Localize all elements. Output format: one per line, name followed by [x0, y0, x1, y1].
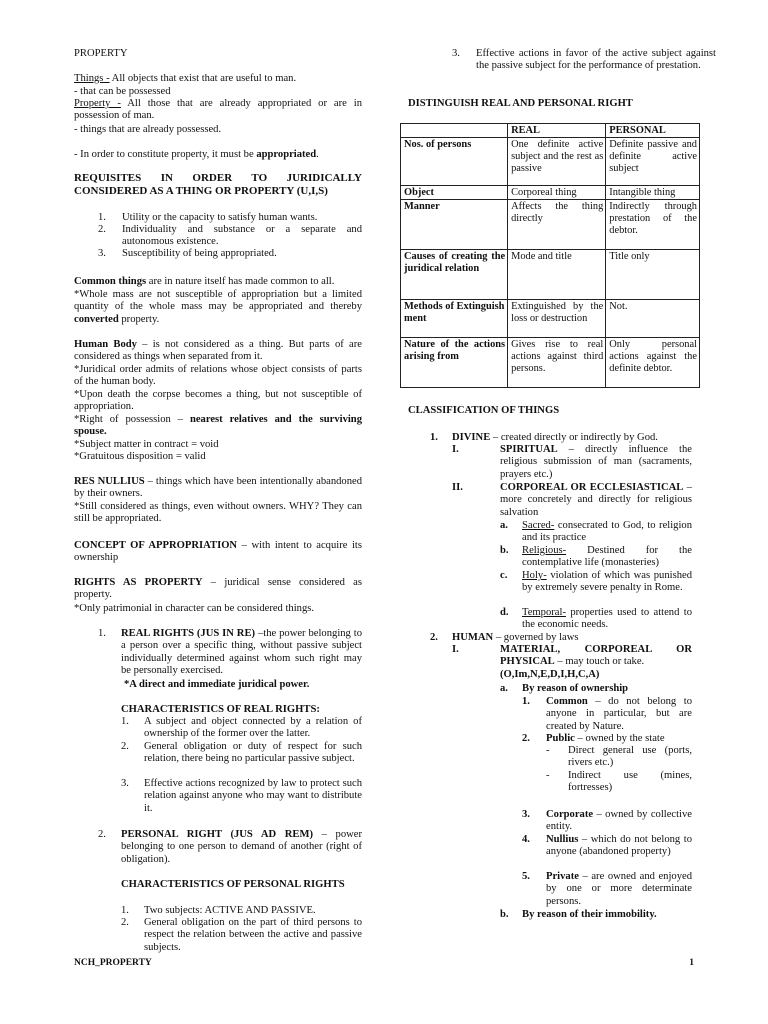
table-header-cell	[401, 124, 508, 138]
table-cell: Methods of Extinguishment	[401, 300, 508, 338]
footer-doc-name: NCH_PROPERTY	[74, 958, 152, 968]
real-rights-item: 1. REAL RIGHTS (JUS IN RE) –the power belonging to a person over a specific thing, without passive subject individually determined against whom such right may be personally exercised.	[98, 628, 362, 677]
distinguish-heading: DISTINGUISH REAL AND PERSONAL RIGHT	[408, 98, 633, 109]
list-item: 5. Private – are owned and enjoyed by one or more determinate persons.	[522, 871, 692, 907]
res-nullius: RES NULLIUS – things which have been intentionally abandoned by their owners.	[74, 476, 362, 500]
list-item: b. Religious- Destined for the contemplative life (monasteries)	[500, 545, 692, 569]
list-item: 2. General obligation on the part of third persons to respect the relation between the active and passive subjects.	[121, 917, 362, 953]
requisites-list	[74, 212, 362, 260]
table-row	[401, 138, 700, 186]
comparison-table	[400, 123, 700, 388]
table-cell: Not.	[606, 300, 700, 338]
table-cell: Affects the thing directly	[508, 200, 606, 250]
ecclesiastical-list	[500, 520, 692, 632]
characteristics-real-heading: CHARACTERISTICS OF REAL RIGHTS:	[121, 704, 320, 715]
page-footer	[74, 957, 694, 969]
things-sub: - that can be possessed	[74, 86, 171, 97]
upon-death-note: *Upon death the corpse becomes a thing, but not susceptible of appropriation.	[74, 389, 362, 413]
table-cell: Nos. of persons	[401, 138, 508, 186]
table-cell: Title only	[606, 250, 700, 300]
table-cell: Intangible thing	[606, 186, 700, 200]
table-cell: Mode and title	[508, 250, 606, 300]
property-sub: - things that are already possessed.	[74, 124, 222, 135]
divine-item: 1. DIVINE – created directly or indirectly by God.	[430, 432, 658, 443]
requisites-heading: REQUISITES IN ORDER TO JURIDICALLY CONSIDERED AS A THING OR PROPERTY (U,I,S)	[74, 172, 362, 197]
table-cell: Indirectly through prestation of the debtor.	[606, 200, 700, 250]
spiritual-item: I. SPIRITUAL – directly influence the religious submission of man (sacraments, prayers etc.)	[452, 444, 692, 480]
concept-of-appropriation: CONCEPT OF APPROPRIATION – with intent to acquire its ownership	[74, 540, 362, 564]
list-item: 2. General obligation or duty of respect for such relation, there being no particular passive subject.	[121, 741, 362, 765]
table-cell: Manner	[401, 200, 508, 250]
list-item: 4. Nullius – which do not belong to anyone (abandoned property)	[522, 834, 692, 858]
list-item: - Indirect use (mines, fortresses)	[546, 770, 692, 794]
human-body: Human Body – is not considered as a thing. But parts of are considered as things when separated from it.	[74, 339, 362, 363]
table-cell: Object	[401, 186, 508, 200]
list-item: 3. Corporate – owned by collective entity.	[522, 809, 692, 833]
table-row	[401, 250, 700, 300]
still-considered-note: *Still considered as things, even without owners. WHY? They can still be appropriated.	[74, 501, 362, 525]
material-item: I. MATERIAL, CORPOREAL OR PHYSICAL – may touch or take. (O,Im,N,E,D,I,H,C,A)	[452, 644, 692, 680]
page-title: PROPERTY	[74, 48, 128, 59]
right-of-possession: *Right of possession – nearest relatives and the surviving spouse.	[74, 414, 362, 438]
direct-power-note: *A direct and immediate juridical power.	[124, 679, 310, 690]
table-cell: Nature of the actions arising from	[401, 338, 508, 388]
table-row	[401, 200, 700, 250]
things-definition: Things - All objects that exist that are useful to man.	[74, 73, 297, 84]
ownership-subheading: a. By reason of ownership	[500, 683, 629, 694]
list-item: d. Temporal- properties used to attend to the economic needs.	[500, 607, 692, 631]
ownership-list	[522, 696, 692, 794]
table-row	[401, 186, 700, 200]
table-row	[401, 300, 700, 338]
table-cell: One definite active subject and the rest as passive	[508, 138, 606, 186]
list-item: 1. Two subjects: ACTIVE AND PASSIVE.	[121, 905, 316, 916]
corporeal-ecclesiastical-item: II. CORPOREAL OR ECCLESIASTICAL – more concretely and directly for religious salvation	[452, 482, 692, 518]
list-item: c. Holy- violation of which was punished by extremely severe penalty in Rome.	[500, 570, 692, 594]
table-cell: Definite passive and definite active subject	[606, 138, 700, 186]
characteristics-personal-heading: CHARACTERISTICS OF PERSONAL RIGHTS	[121, 879, 345, 890]
table-cell: Gives rise to real actions against third persons.	[508, 338, 606, 388]
table-header-row	[401, 124, 700, 138]
characteristics-real-list	[121, 716, 362, 815]
list-item: a. Sacred- consecrated to God, to religion and its practice	[500, 520, 692, 544]
list-item: 1. A subject and object connected by a relation of ownership of the former over the latter.	[121, 716, 362, 740]
list-item: - Direct general use (ports, rivers etc.)	[546, 745, 692, 769]
appropriated-note: - In order to constitute property, it must be appropriated.	[74, 149, 319, 160]
public-sublist	[522, 745, 692, 794]
list-item: 1. Utility or the capacity to satisfy human wants.	[98, 212, 318, 223]
juridical-order-note: *Juridical order admits of relations whose object consists of parts of the human body.	[74, 364, 362, 388]
list-item: 2. Public – owned by the state	[522, 733, 665, 744]
subject-matter-note: *Subject matter in contract = void	[74, 439, 219, 450]
characteristics-personal-list	[121, 905, 362, 954]
table-row	[401, 338, 700, 388]
gratuitous-note: *Gratuitous disposition = valid	[74, 451, 206, 462]
page-number: 1	[689, 958, 694, 968]
table-cell: Extinguished by the loss or destruction	[508, 300, 606, 338]
list-item: 3. Effective actions recognized by law to protect such relation against anyone who may want to distribute it.	[121, 778, 362, 814]
list-item: 3. Susceptibility of being appropriated.	[98, 248, 277, 259]
list-item: 1. Common – do not belong to anyone in particular, but are created by Nature.	[522, 696, 692, 732]
table-cell: Corporeal thing	[508, 186, 606, 200]
human-item: 2. HUMAN – governed by laws	[430, 632, 579, 643]
classification-heading: CLASSIFICATION OF THINGS	[408, 405, 560, 416]
ownership-list-continued	[522, 809, 692, 908]
immobility-subheading: b. By reason of their immobility.	[500, 909, 657, 920]
common-things: Common things are in nature itself has made common to all.	[74, 276, 335, 287]
personal-right-item: 2. PERSONAL RIGHT (JUS AD REM) – power belonging to one person to demand of another (right of obligation).	[98, 829, 362, 865]
property-definition: Property - All those that are already appropriated or are in possession of man.	[74, 98, 362, 122]
personal-characteristic-3: 3. Effective actions in favor of the active subject against the passive subject for the performance of prestation.	[452, 48, 716, 72]
table-cell: Causes of creating the juridical relation	[401, 250, 508, 300]
list-item: 2. Individuality and substance or a separate and autonomous existence.	[98, 224, 362, 248]
table-header-cell: REAL	[508, 124, 606, 138]
rights-as-property: RIGHTS AS PROPERTY – juridical sense considered as property.	[74, 577, 363, 601]
only-patrimonial-note: *Only patrimonial in character can be considered things.	[74, 603, 315, 614]
table-cell: Only personal actions against the definite debtor.	[606, 338, 700, 388]
whole-mass-note: *Whole mass are not susceptible of appropriation but a limited quantity of the whole mass may be appropriated and thereby converted property.	[74, 289, 362, 325]
table-header-cell: PERSONAL	[606, 124, 700, 138]
